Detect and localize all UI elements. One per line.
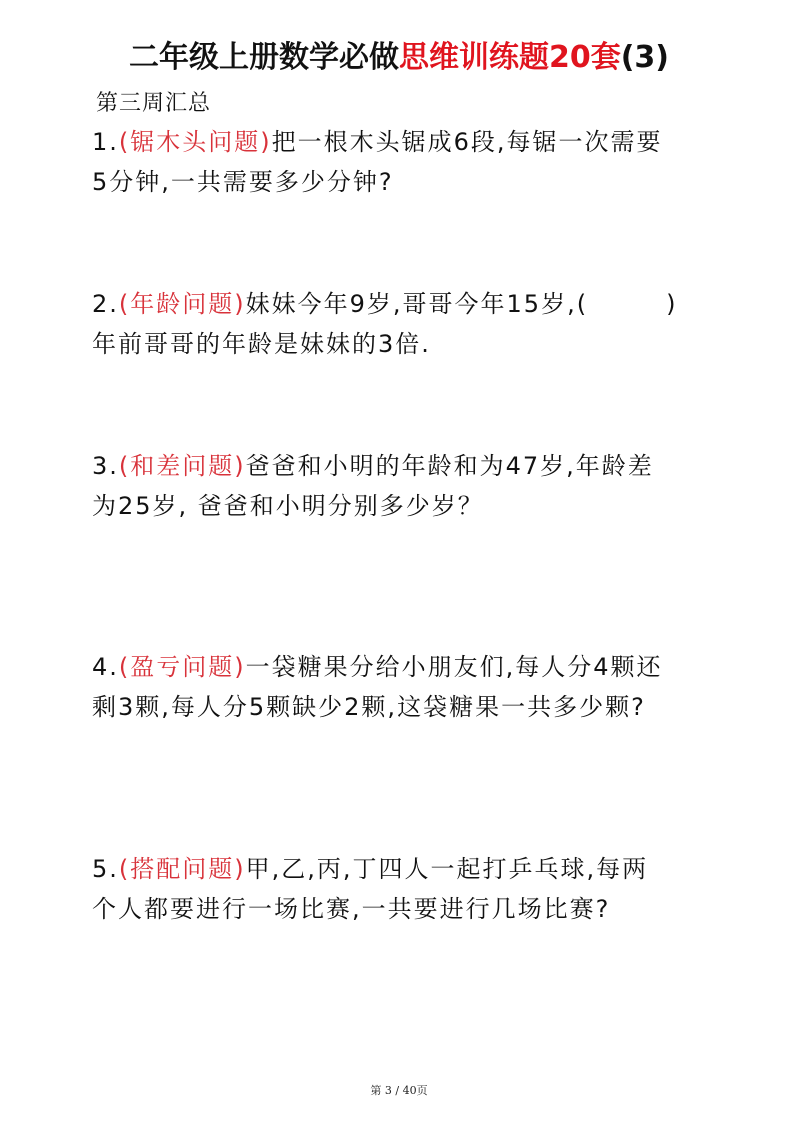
question-category-tag: (搭配问题) <box>118 855 246 883</box>
question-2 <box>92 284 722 364</box>
question-number: 4. <box>92 653 119 681</box>
question-1-line-2: 5分钟,一共需要多少分钟? <box>92 168 394 196</box>
question-3-line-2: 为25岁, 爸爸和小明分别多少岁？ <box>92 492 484 520</box>
title-suffix: (3) <box>620 40 670 75</box>
question-number: 1. <box>92 128 119 156</box>
question-1 <box>92 122 722 202</box>
title-main: 二年级上册数学必做 <box>128 40 399 75</box>
question-text: 一袋糖果分给小朋友们,每人分4颗还 <box>245 653 663 681</box>
question-3-line-1 <box>92 446 722 486</box>
question-2-line-1 <box>92 284 722 324</box>
question-category-tag: (年龄问题) <box>118 290 246 318</box>
question-1-line-1 <box>92 122 722 162</box>
question-2-line-2: 年前哥哥的年龄是妹妹的3倍. <box>92 330 431 358</box>
question-text: 妹妹今年9岁,哥哥今年15岁,( ) <box>245 290 678 318</box>
question-5 <box>92 849 722 929</box>
question-text: 爸爸和小明的年龄和为47岁,年龄差 <box>245 452 654 480</box>
page-title <box>0 38 798 78</box>
title-highlight: 思维训练题20套 <box>398 40 621 75</box>
question-4 <box>92 647 722 727</box>
question-text: 甲,乙,丙,丁四人一起打乒乓球,每两 <box>245 855 649 883</box>
question-3 <box>92 446 722 526</box>
question-text: 把一根木头锯成6段,每锯一次需要 <box>271 128 663 156</box>
question-number: 2. <box>92 290 119 318</box>
question-category-tag: (锯木头问题) <box>118 128 272 156</box>
question-4-line-2: 剩3颗,每人分5颗缺少2颗,这袋糖果一共多少颗? <box>92 693 646 721</box>
question-category-tag: (和差问题) <box>118 452 246 480</box>
question-number: 5. <box>92 855 119 883</box>
week-summary-heading: 第三周汇总 <box>96 91 212 116</box>
question-4-line-1 <box>92 647 722 687</box>
page-number: 第 3 / 40页 <box>370 1084 428 1097</box>
question-number: 3. <box>92 452 119 480</box>
question-category-tag: (盈亏问题) <box>118 653 246 681</box>
question-5-line-2: 个人都要进行一场比赛,一共要进行几场比赛? <box>92 895 611 923</box>
question-5-line-1 <box>92 849 722 889</box>
